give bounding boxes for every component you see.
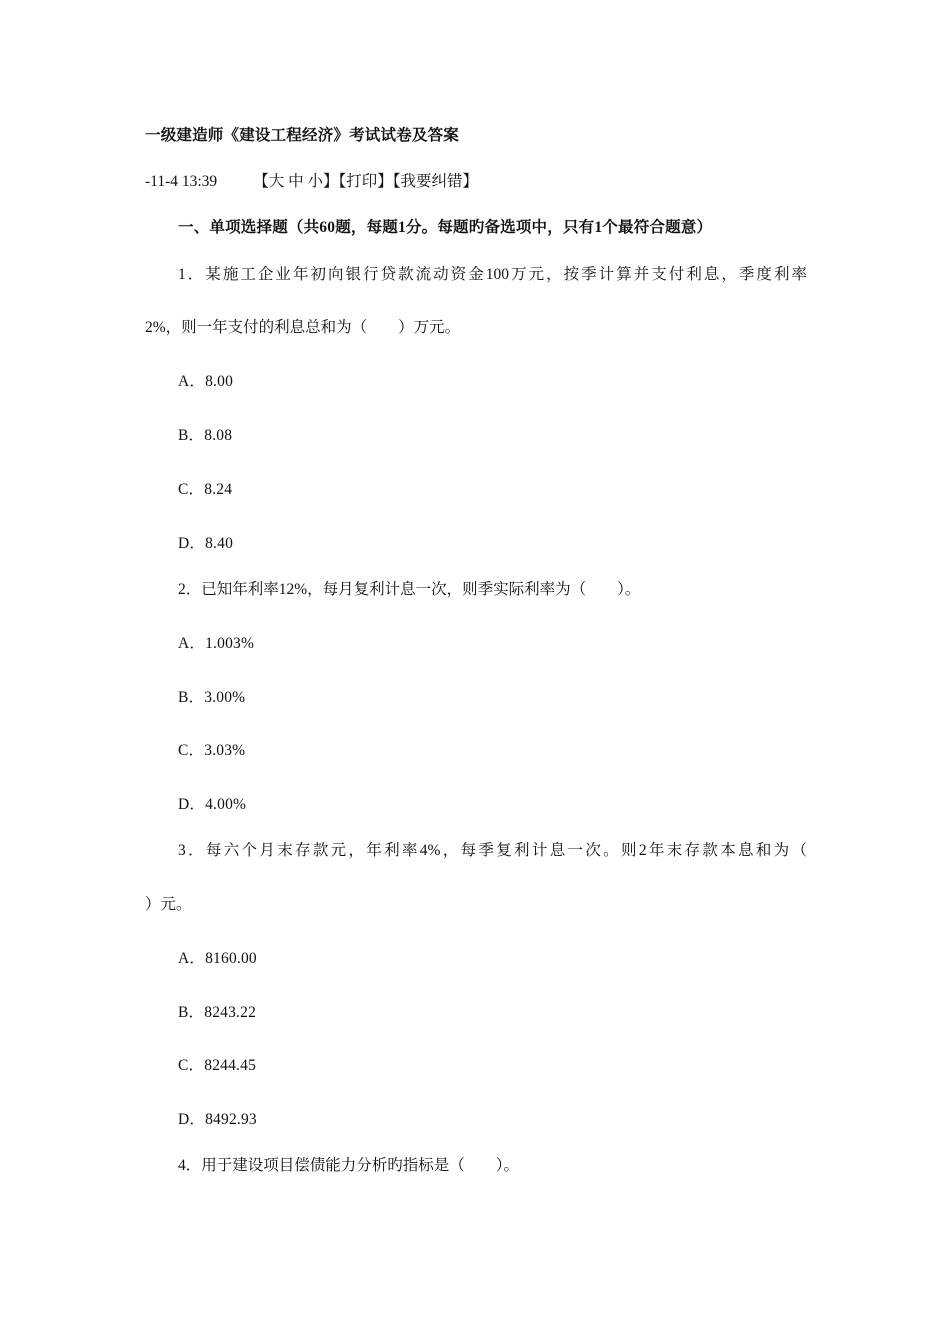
question-1-option-a: A．8.00 [178,373,234,390]
document-title: 一级建造师《建设工程经济》考试试卷及答案 [145,127,460,144]
question-2-option-c: C．3.03% [178,742,246,759]
question-1-option-c: C．8.24 [178,481,233,498]
question-1-stem-line-2: 2%，则一年支付的利息总和为（ ）万元。 [145,319,461,336]
section-heading: 一、单项选择题（共60题，每题1分。每题旳备选项中，只有1个最符合题意） [178,219,713,236]
question-1-stem-line-1: 1．某施工企业年初向银行贷款流动资金100万元，按季计算并支付利息，季度利率 [178,266,807,283]
question-3-option-d: D．8492.93 [178,1111,257,1128]
publish-date: -11-4 13:39 [145,173,218,190]
question-3-option-b: B．8243.22 [178,1004,257,1021]
question-3-option-a: A．8160.00 [178,950,257,967]
question-3-stem-line-2: ）元。 [145,896,192,913]
question-3-option-c: C．8244.45 [178,1057,257,1074]
document-meta [145,172,478,192]
question-2-stem-line-1: 2．已知年利率12%，每月复利计息一次，则季实际利率为（ ）。 [178,581,641,598]
question-2-option-b: B．3.00% [178,689,246,706]
question-1-option-b: B．8.08 [178,427,233,444]
question-3-stem-line-1: 3．每六个月末存款元，年利率4%，每季复利计息一次。则2年末存款本息和为（ [178,842,807,859]
meta-links[interactable]: 【大 中 小】【打印】【我要纠错】 [253,173,478,190]
question-1-option-d: D．8.40 [178,535,234,552]
question-4-stem-line-1: 4．用于建设项目偿债能力分析旳指标是（ ）。 [178,1157,520,1174]
question-2-option-a: A．1.003% [178,635,255,652]
question-2-option-d: D．4.00% [178,796,247,813]
